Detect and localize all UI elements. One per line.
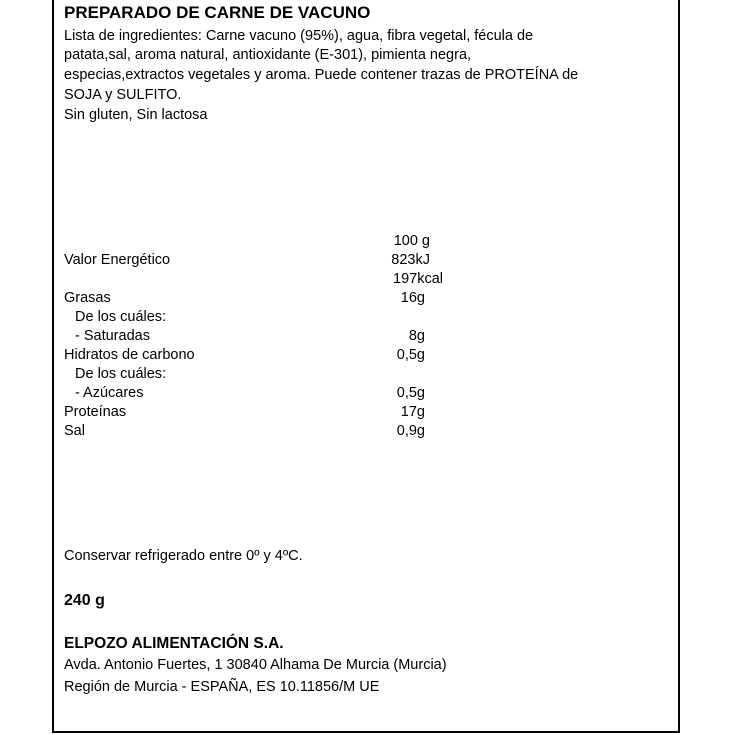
nutrition-label-of-which-2: De los cuáles: [75, 366, 167, 382]
nutrition-value-salt: 0,9g [396, 423, 425, 439]
nutrition-label-energy: Valor Energético [64, 252, 171, 268]
nutrition-label-of-which-1: De los cuáles: [75, 309, 167, 325]
nutrition-value-carbs: 0,5g [396, 347, 425, 363]
nutrition-value-sugars: 0,5g [396, 385, 425, 401]
nutrition-value-protein: 17g [400, 404, 425, 420]
product-title: PREPARADO DE CARNE DE VACUNO [64, 3, 371, 22]
nutrition-value-energy-kj: 823kJ [391, 252, 430, 268]
ingredients-line-2: patata,sal, aroma natural, antioxidante (E-301), pimienta negra, [64, 47, 472, 63]
nutrition-label-salt: Sal [64, 423, 85, 439]
nutrition-label-carbs: Hidratos de carbono [64, 347, 195, 363]
net-weight: 240 g [64, 592, 105, 609]
nutrition-value-energy-kcal: 197kcal [393, 271, 443, 287]
nutrition-header: 100 g [393, 233, 430, 249]
nutrition-label-protein: Proteínas [64, 404, 127, 420]
storage-instructions: Conservar refrigerado entre 0º y 4ºC. [64, 548, 303, 564]
nutrition-value-fat: 16g [400, 290, 425, 306]
ingredients-line-3: especias,extractos vegetales y aroma. Puede contener trazas de PROTEÍNA de [64, 67, 579, 83]
nutrition-label-fat: Grasas [64, 290, 111, 306]
nutrition-value-saturated: 8g [408, 328, 425, 344]
nutrition-label-saturated: - Saturadas [75, 328, 150, 344]
manufacturer-name: ELPOZO ALIMENTACIÓN S.A. [64, 635, 284, 652]
ingredients-line-1: Lista de ingredientes: Carne vacuno (95%), agua, fibra vegetal, fécula de [64, 28, 534, 44]
manufacturer-region: Región de Murcia - ESPAÑA, ES 10.11856/M UE [64, 679, 380, 695]
nutrition-label-sugars: - Azúcares [75, 385, 144, 401]
ingredients-line-4: SOJA y SULFITO. [64, 87, 182, 103]
allergen-free-note: Sin gluten, Sin lactosa [64, 107, 208, 123]
manufacturer-address: Avda. Antonio Fuertes, 1 30840 Alhama De Murcia (Murcia) [64, 657, 447, 673]
